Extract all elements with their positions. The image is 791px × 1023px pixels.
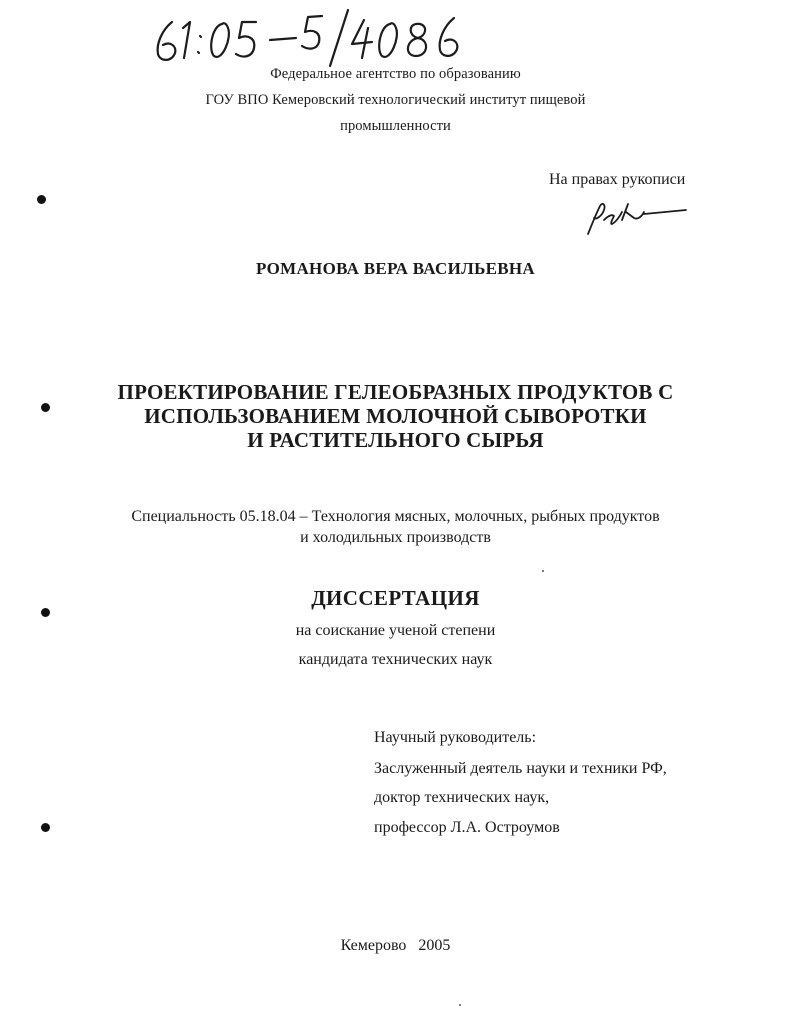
scan-speck bbox=[542, 570, 544, 572]
title-line-2: ИСПОЛЬЗОВАНИЕМ МОЛОЧНОЙ СЫВОРОТКИ bbox=[144, 404, 647, 428]
supervisor-heading: Научный руководитель: bbox=[374, 729, 537, 746]
punch-hole bbox=[41, 403, 50, 412]
supervisor-line-2: доктор технических наук, bbox=[374, 789, 550, 806]
supervisor-line-1: Заслуженный деятель науки и техники РФ, bbox=[374, 760, 667, 777]
specialty-line-1: Специальность 05.18.04 – Технология мясных, молочных, рыбных продуктов bbox=[131, 508, 660, 525]
specialty-line-2: и холодильных производств bbox=[300, 529, 491, 546]
agency-line-3: промышленности bbox=[340, 118, 451, 134]
author-name: РОМАНОВА ВЕРА ВАСИЛЬЕВНА bbox=[256, 259, 535, 278]
agency-line-2: ГОУ ВПО Кемеровский технологический институт пищевой bbox=[205, 92, 586, 108]
handwritten-signature bbox=[582, 196, 692, 238]
manuscript-note: На правах рукописи bbox=[549, 171, 686, 188]
agency-line-1: Федеральное агентство по образованию bbox=[270, 66, 521, 82]
punch-hole bbox=[41, 608, 50, 617]
degree-line-1: на соискание ученой степени bbox=[295, 622, 496, 639]
punch-hole bbox=[37, 195, 46, 204]
document-type: ДИССЕРТАЦИЯ bbox=[311, 586, 480, 610]
city-year: Кемерово 2005 bbox=[340, 937, 451, 954]
degree-line-2: кандидата технических наук bbox=[298, 651, 493, 668]
title-line-3: И РАСТИТЕЛЬНОГО СЫРЬЯ bbox=[247, 428, 544, 452]
punch-hole bbox=[41, 823, 50, 832]
handwritten-catalog-number bbox=[150, 8, 480, 68]
scan-speck bbox=[459, 1004, 461, 1006]
supervisor-line-3: профессор Л.А. Остроумов bbox=[374, 819, 560, 836]
title-line-1: ПРОЕКТИРОВАНИЕ ГЕЛЕОБРАЗНЫХ ПРОДУКТОВ С bbox=[117, 380, 674, 404]
